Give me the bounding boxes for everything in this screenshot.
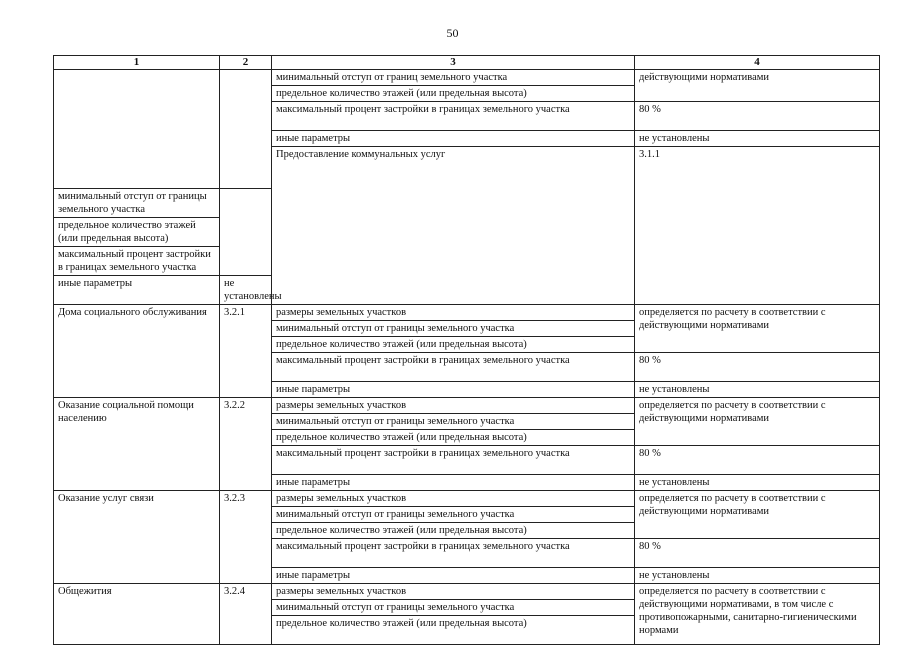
value-cell: определяется по расчету в соответствии с действующими нормативами [635,491,880,539]
table-row [54,584,880,600]
regulations-table [53,55,880,645]
table-row [54,305,880,321]
param-cell: предельное количество этажей (или предельная высота) [272,86,635,102]
value-cell: действующими нормативами [635,70,880,102]
value-cell: не установлены [635,382,880,398]
header-col-1: 1 [54,56,220,70]
value-cell: 80 % [635,539,880,568]
param-cell: минимальный отступ от границ земельного участка [272,70,635,86]
param-cell: минимальный отступ от границы земельного участка [272,600,635,616]
land-use-code-cell [220,70,272,189]
param-cell: иные параметры [272,475,635,491]
value-cell: определяется по расчету в соответствии с действующими нормативами [635,305,880,353]
land-use-code-cell: 3.2.3 [220,491,272,584]
header-col-3: 3 [272,56,635,70]
param-cell: минимальный отступ от границы земельного участка [272,507,635,523]
param-cell: максимальный процент застройки в границах земельного участка [54,247,220,276]
param-cell: максимальный процент застройки в границах земельного участка [272,353,635,382]
table-row [54,491,880,507]
param-cell: размеры земельных участков [272,584,635,600]
header-row [54,56,880,70]
value-cell: не установлены [635,568,880,584]
param-cell: иные параметры [272,568,635,584]
table-row [54,70,880,86]
param-cell: размеры земельных участков [272,491,635,507]
table-row [54,398,880,414]
param-cell: минимальный отступ от границы земельного участка [272,321,635,337]
header-col-4: 4 [635,56,880,70]
value-cell: не установлены [220,276,272,305]
land-use-code-cell: 3.2.1 [220,305,272,398]
land-use-code-cell: 3.2.4 [220,584,272,645]
land-use-name-cell: Общежития [54,584,220,645]
value-cell: определяется по расчету в соответствии с действующими нормативами [635,398,880,446]
value-cell: не установлены [635,131,880,147]
land-use-name-cell: Оказание услуг связи [54,491,220,584]
param-cell: максимальный процент застройки в границах земельного участка [272,102,635,131]
param-cell: иные параметры [272,382,635,398]
land-use-name-cell: Предоставление коммунальных услуг [272,147,635,305]
param-cell: максимальный процент застройки в границах земельного участка [272,539,635,568]
param-cell: размеры земельных участков [272,305,635,321]
land-use-code-cell: 3.2.2 [220,398,272,491]
value-cell: определяется по расчету в соответствии с действующими нормативами, в том числе с противопожарными, санитарно-гигиеническими нормами [635,584,880,645]
land-use-name-cell [54,70,220,189]
param-cell: максимальный процент застройки в границах земельного участка [272,446,635,475]
header-col-2: 2 [220,56,272,70]
param-cell: предельное количество этажей (или предельная высота) [272,430,635,446]
param-cell: минимальный отступ от границы земельного участка [272,414,635,430]
param-cell: иные параметры [272,131,635,147]
param-cell: иные параметры [54,276,220,305]
value-cell: не установлены [635,475,880,491]
param-cell: размеры земельных участков [272,398,635,414]
param-cell: предельное количество этажей (или предельная высота) [272,616,635,645]
value-cell: 80 % [635,446,880,475]
value-cell: 80 % [635,102,880,131]
param-cell: предельное количество этажей (или предельная высота) [272,523,635,539]
land-use-name-cell: Оказание социальной помощи населению [54,398,220,491]
value-cell: 80 % [635,353,880,382]
param-cell: предельное количество этажей (или предельная высота) [54,218,220,247]
param-cell: минимальный отступ от границы земельного участка [54,189,220,218]
land-use-name-cell: Дома социального обслуживания [54,305,220,398]
land-use-code-cell: 3.1.1 [635,147,880,305]
param-cell: предельное количество этажей (или предельная высота) [272,337,635,353]
page-number: 50 [446,26,459,40]
